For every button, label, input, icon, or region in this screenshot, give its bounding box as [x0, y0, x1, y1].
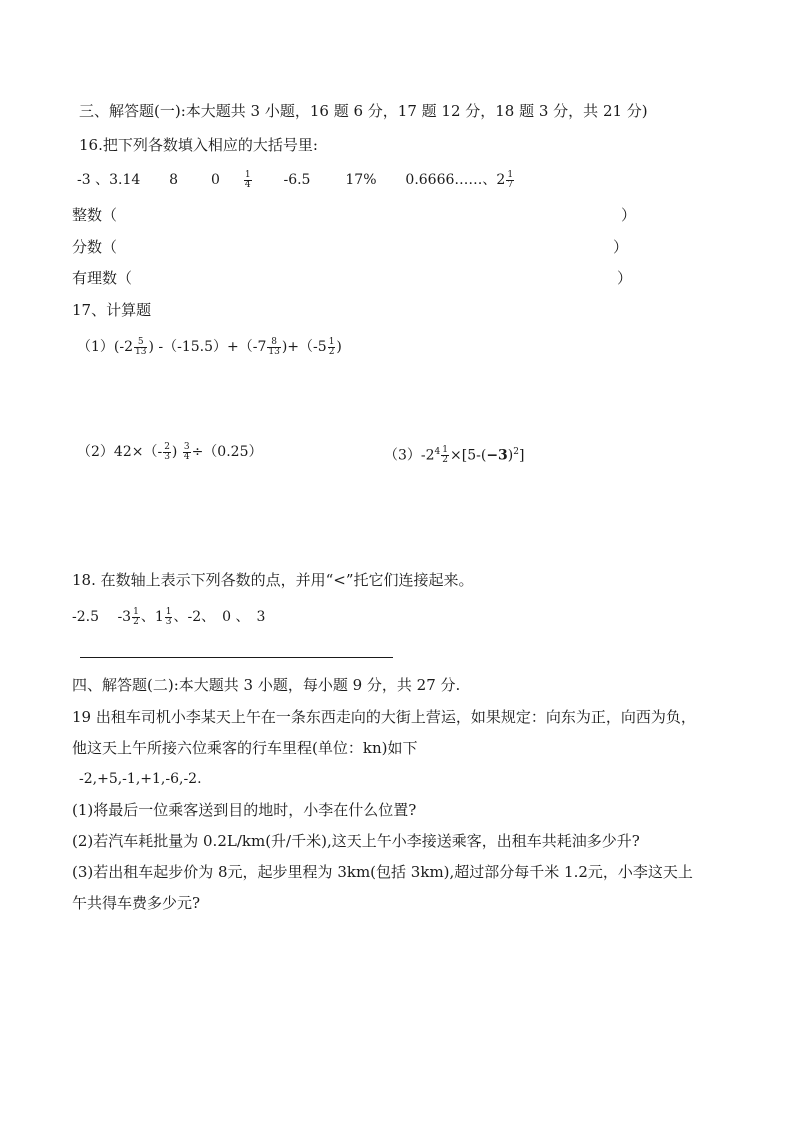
number-item: -3 、3.14	[77, 172, 141, 188]
question-19-line-1: 19 出租车司机小李某天上午在一条东西走向的大街上营运，如果规定：向东为正，向西为负，	[72, 708, 696, 726]
fraction: $\frac{1}{2}$	[328, 336, 335, 357]
expression-text: )	[507, 447, 514, 464]
question-19-data: -2,+5,-1,+1,-6,-2.	[79, 771, 202, 787]
fraction: $\frac{1}{2}$	[442, 445, 449, 466]
question-16-number-list	[77, 170, 515, 190]
question-19-sub-3-continued: 午共得车费多少元?	[72, 894, 201, 912]
number-item: -2.5 -3	[72, 609, 132, 625]
exponent: 2	[513, 447, 519, 457]
number-item: 、-2、 0 、 3	[173, 609, 266, 625]
question-16-prompt: 16.把下列各数填入相应的大括号里:	[79, 136, 318, 154]
section-3-heading: 三、解答题(一):本大题共 3 小题，16 题 6 分，17 题 12 分，18 题 3 分，共 21 分)	[79, 102, 648, 120]
question-18-prompt: 18. 在数轴上表示下列各数的点，并用“<”托它们连接起来。	[72, 571, 474, 589]
question-17-title: 17、计算题	[72, 301, 152, 319]
fraction: $\frac{5}{13}$	[135, 336, 147, 357]
number-item: 0	[211, 172, 220, 188]
question-17-part-2	[77, 442, 262, 462]
question-18-number-list	[72, 607, 265, 627]
expression-text: )	[336, 339, 342, 355]
section-4-heading: 四、解答题(二):本大题共 3 小题，每小题 9 分，共 27 分.	[72, 676, 461, 694]
question-17-part-3	[384, 442, 524, 466]
rationals-close-paren: ）	[617, 269, 633, 287]
expression-text: ) -（-15.5）+（-7	[148, 339, 267, 355]
integers-close-paren: ）	[621, 206, 637, 224]
question-19-sub-2: (2)若汽车耗批量为 0.2L/km(升/千米),这天上午小李接送乘客，出租车共耗油多少升?	[72, 832, 640, 850]
expression-text: ×[5-(	[450, 447, 487, 464]
question-19-sub-1: (1)将最后一位乘客送到目的地时，小李在什么位置?	[72, 801, 417, 819]
expression-text: （1）(-2	[77, 339, 134, 355]
fractions-label: 分数（	[72, 238, 118, 256]
number-item: 17%	[345, 172, 377, 188]
answer-line	[80, 657, 393, 658]
question-19-line-2: 他这天上午所接六位乘客的行车里程(单位：kn)如下	[72, 739, 418, 757]
expression-text: )+（-5	[281, 339, 327, 355]
fraction: $\frac{2}{3}$	[164, 441, 170, 462]
number-item: 8	[169, 172, 179, 188]
question-17-part-1	[77, 337, 342, 357]
fraction: $\frac{1}{4}$	[244, 169, 251, 190]
question-19-sub-3: (3)若出租车起步价为 8元，起步里程为 3km(包括 3km),超过部分每千米 1.2元，小李这天上	[72, 863, 693, 881]
expression-text: ÷（0.25）	[191, 444, 263, 460]
number-item: 、1	[140, 609, 164, 625]
expression-text: （3）-2	[384, 447, 435, 464]
expression-text: （2）42×（-	[77, 444, 163, 460]
fractions-close-paren: ）	[613, 238, 629, 256]
expression-text: )	[171, 444, 178, 460]
expression-text: −3	[486, 447, 508, 464]
rationals-label: 有理数（	[72, 269, 133, 287]
fraction: $\frac{1}{2}$	[133, 606, 139, 627]
fraction: $\frac{3}{4}$	[183, 441, 190, 462]
fraction: $\frac{1}{7}$	[507, 169, 514, 190]
fraction: $\frac{1}{3}$	[165, 606, 172, 627]
exponent: 4	[434, 447, 441, 457]
number-item: 0.6666……、2	[405, 172, 506, 188]
number-item: -6.5	[283, 172, 311, 188]
fraction: $\frac{8}{13}$	[268, 336, 280, 357]
expression-text: ]	[519, 447, 525, 464]
integers-label: 整数（	[72, 206, 118, 224]
